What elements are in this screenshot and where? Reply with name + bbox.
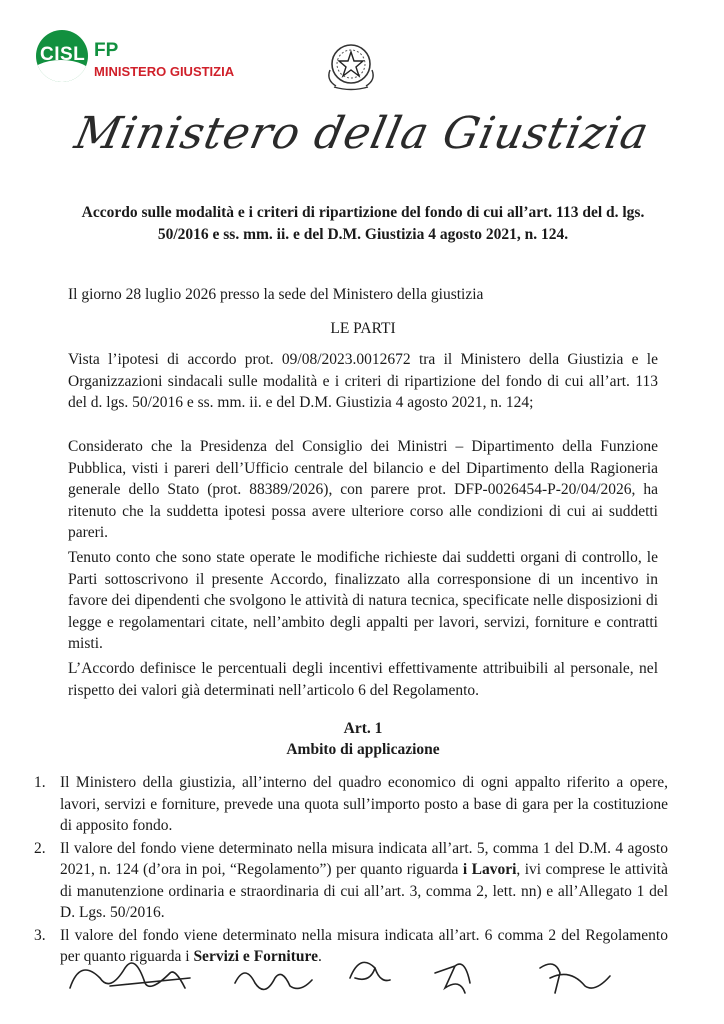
logo-fp-text: FP — [94, 40, 119, 61]
logo-org-text: CISL — [40, 44, 86, 65]
document-title: Accordo sulle modalità e i criteri di ripartizione del fondo di cui all’art. 113 del d. lgs. 50/2016 e ss. mm. ii. e del D.M. Giustizia 4 agosto 2021, n. 124. — [81, 204, 645, 243]
paragraph-tenuto-conto: Tenuto conto che sono state operate le modifiche richieste dai suddetti organi di controllo, le Parti sottoscrivono il presente Accordo, finalizzato alla corresponsione di un incentivo in favore dei dipendenti che svolgono le attività di natura tecnica, specificate nelle disposizioni di legge e regolamentari citate, nell’ambito degli appalti per lavori, servizi, forniture e contratti misti. — [68, 549, 658, 652]
intro-line: Il giorno 28 luglio 2026 presso la sede del Ministero della giustizia — [68, 286, 484, 303]
article-title: Ambito di applicazione — [286, 741, 440, 758]
signature-2 — [235, 973, 312, 989]
cisl-logo-icon — [36, 30, 88, 82]
item-number: 3. — [34, 926, 46, 944]
paragraph-vista: Vista l’ipotesi di accordo prot. 09/08/2023.0012672 tra il Ministero della Giustizia e le Organizzazioni sindacali sulle modalità e i criteri di ripartizione del fondo di cui all’art. 113 del d. lgs. 50/2016 e ss. mm. ii. e del D.M. Giustizia 4 agosto 2021, n. 124; — [68, 351, 658, 411]
logo-subtitle: MINISTERO GIUSTIZIA — [94, 64, 235, 79]
item-text: . — [317, 948, 322, 965]
list-item — [28, 772, 668, 837]
signature-1 — [70, 963, 190, 988]
item-text: , ivi comprese le attività di manutenzione ordinaria e straordinaria di cui all’art. 3, comma 2, lett. nn) e all’Allegato 1 del D. Lgs. 50/2016. — [60, 861, 668, 921]
item-bold: Servizi e Forniture — [193, 948, 318, 965]
paragraph-considerato: Considerato che la Presidenza del Consiglio dei Ministri – Dipartimento della Funzione Pubblica, visti i pareri dell’Ufficio centrale del bilancio e del Dipartimento della Ragioneria generale dello Stato (prot. 88389/2026), con parere prot. DFP-0026454-P-20/04/2026, ha ritenuto che la suddetta ipotesi possa avere ulteriore corso alle condizioni di cui ai suddetti pareri. — [68, 438, 658, 541]
article-number: Art. 1 — [343, 720, 383, 737]
item-bold: i Lavori — [462, 861, 517, 878]
italian-republic-emblem-icon — [322, 40, 380, 92]
item-number: 1. — [34, 774, 46, 791]
item-text: Il Ministero della giustizia, all’interno del quadro economico di ogni appalto riferito a opere, lavori, servizi e forniture, prevede una quota sull’importo posto a base di gara per la costituzione di apposito fondo. — [60, 774, 668, 834]
list-item — [28, 838, 668, 924]
signature-3 — [350, 962, 390, 980]
ministry-heading: Ministero della Giustizia — [70, 108, 654, 159]
item-text: Il valore del fondo viene determinato nella misura indicata all’art. 6 comma 2 del Regolamento per quanto riguarda i — [60, 926, 668, 965]
item-text: Il valore del fondo viene determinato nella misura indicata all’art. 5, comma 1 del D.M. 4 agosto 2021, n. 124 (d’ora in poi, “Regolamento”) per quanto riguarda — [60, 839, 668, 878]
signatures — [50, 938, 670, 1018]
paragraph-accordo: L’Accordo definisce le percentuali degli incentivi effettivamente attribuibili al personale, nel rispetto dei valori già determinati nell’articolo 6 del Regolamento. — [68, 660, 658, 699]
signature-4 — [435, 964, 470, 993]
parties-heading: LE PARTI — [330, 320, 396, 337]
cisl-fp-logo — [36, 30, 266, 82]
signature-5 — [540, 964, 610, 993]
item-number: 2. — [34, 839, 46, 857]
